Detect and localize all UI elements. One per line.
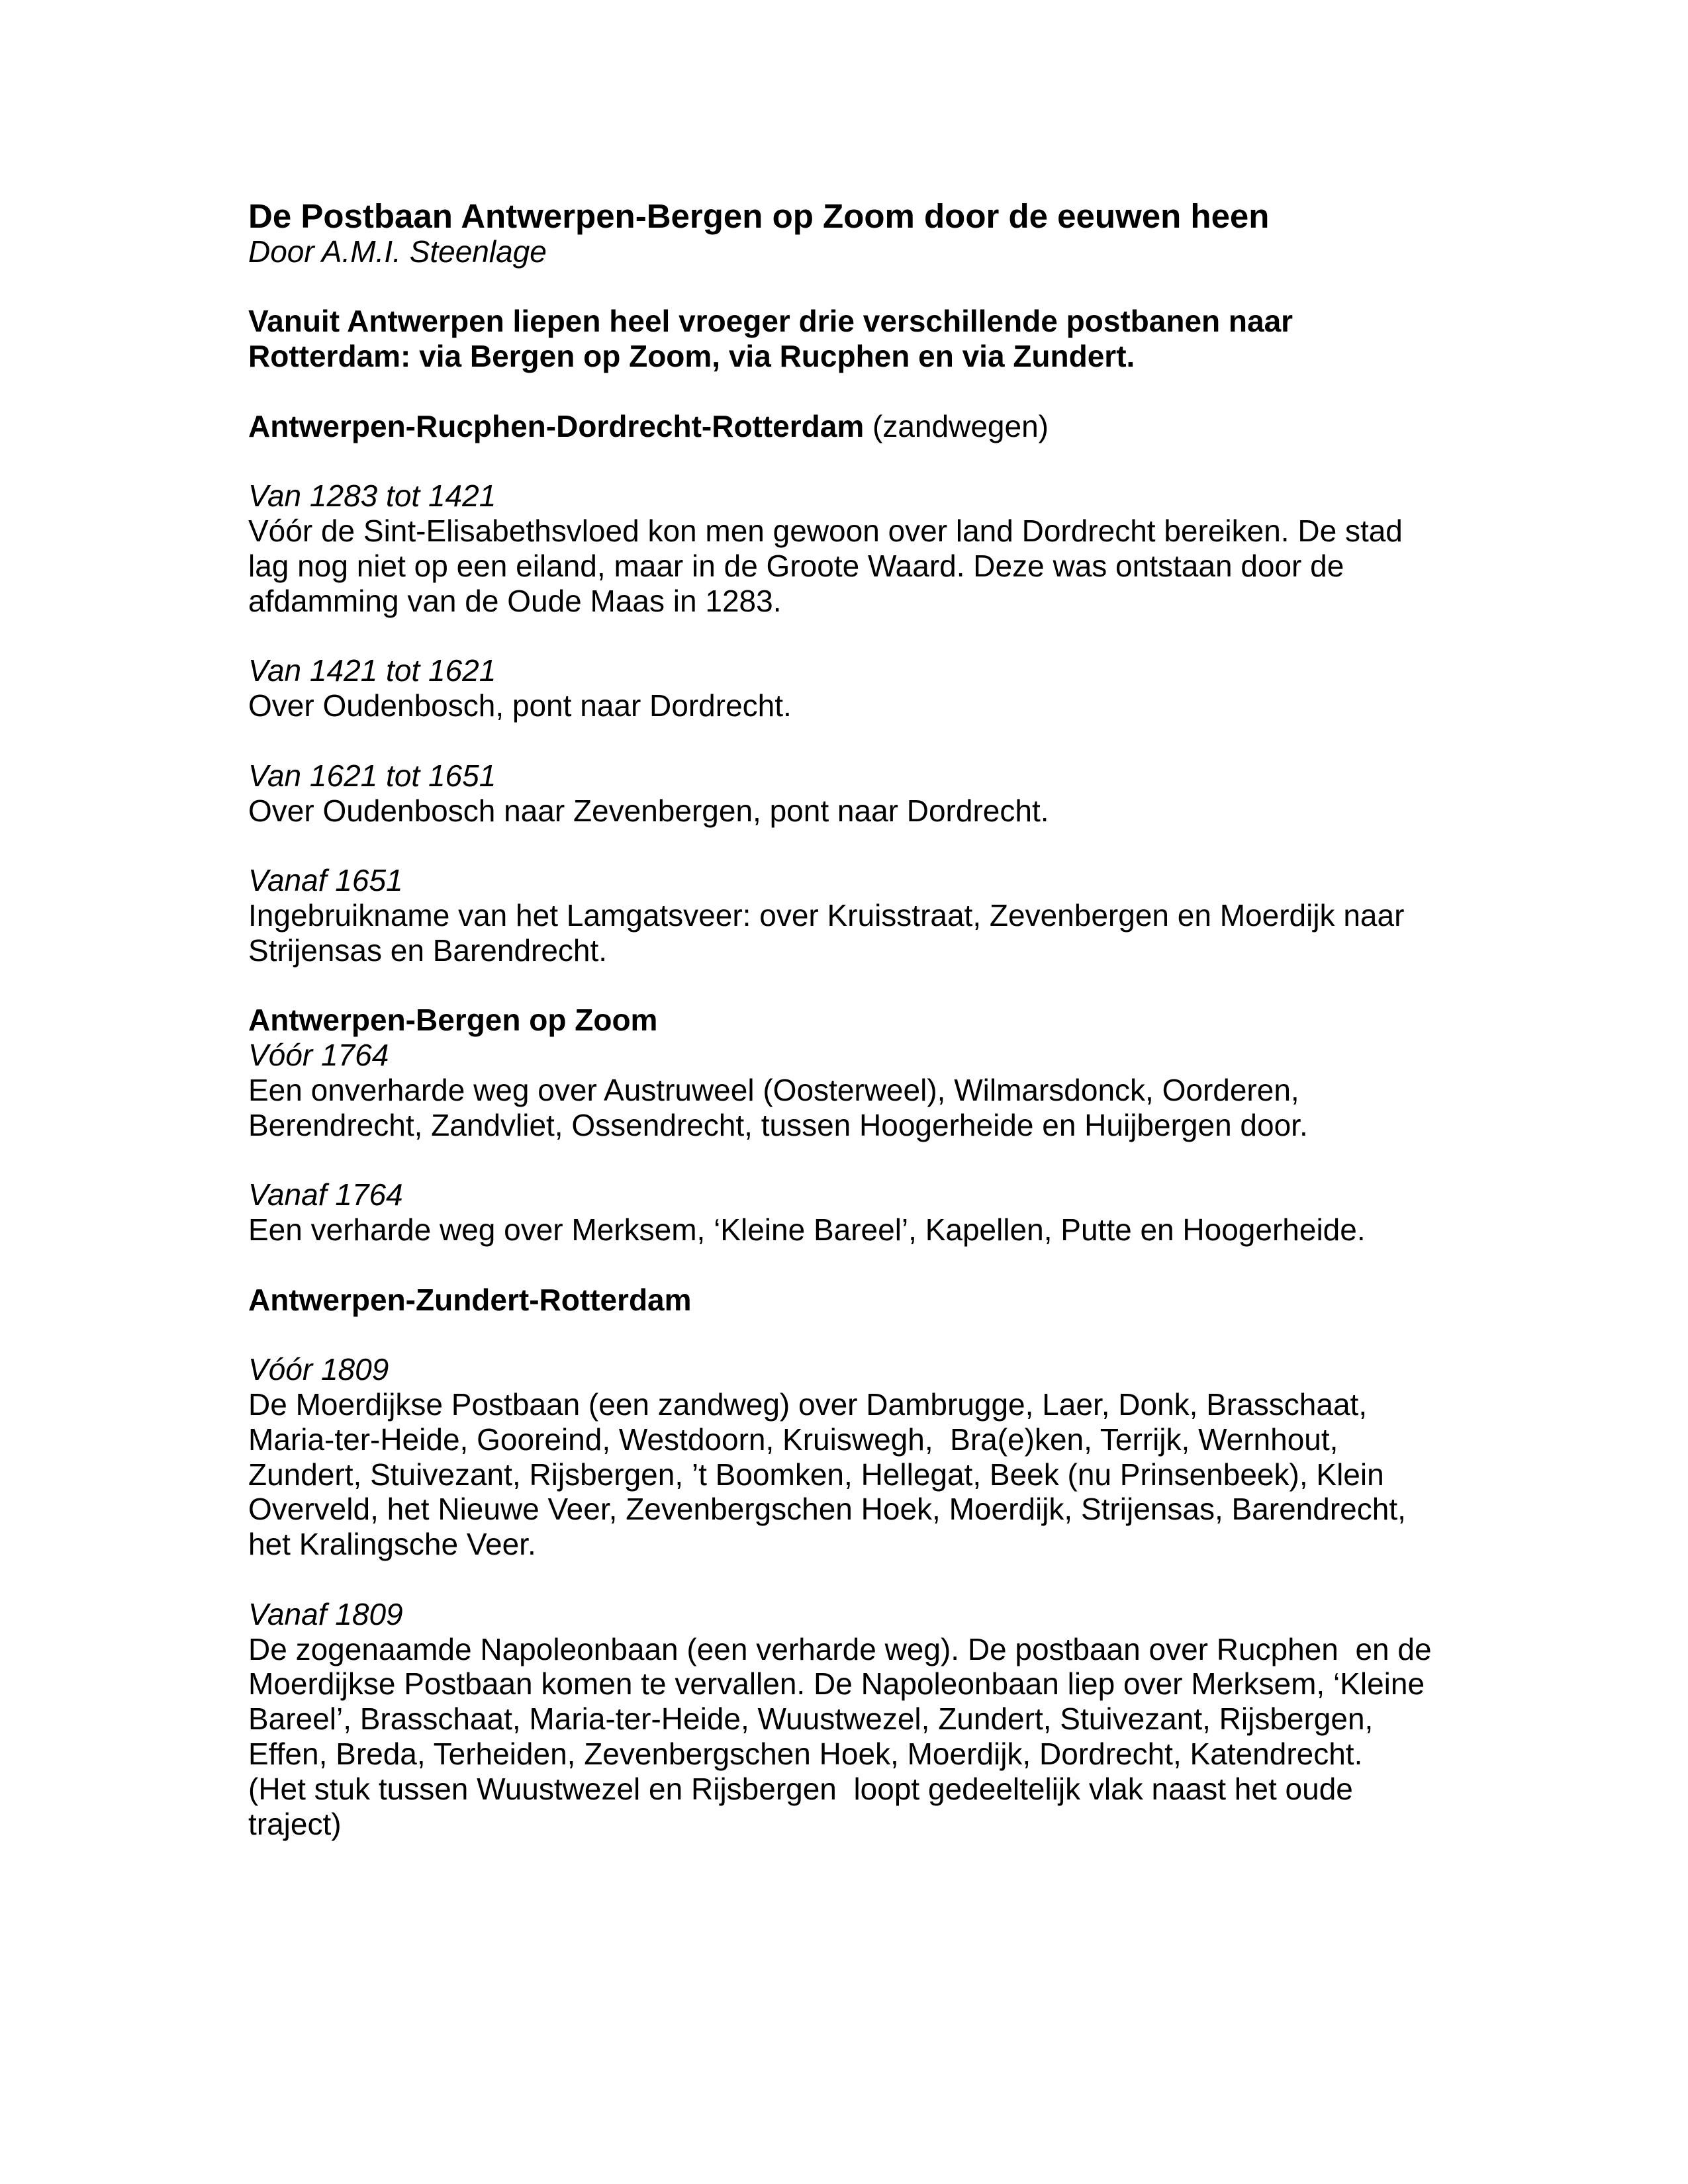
blank-line xyxy=(248,1318,1440,1353)
body-line: Een onverharde weg over Austruweel (Oosterweel), Wilmarsdonck, Oorderen, xyxy=(248,1072,1299,1107)
document-title: De Postbaan Antwerpen-Bergen op Zoom door de eeuwen heen xyxy=(248,197,1270,235)
body-line: traject) xyxy=(248,1806,342,1841)
body-line: Effen, Breda, Terheiden, Zevenbergschen Hoek, Moerdijk, Dordrecht, Katendrecht. xyxy=(248,1737,1363,1772)
document-author: Door A.M.I. Steenlage xyxy=(248,234,547,269)
period-label: Vóór 1809 xyxy=(248,1352,389,1387)
body-line: De Moerdijkse Postbaan (een zandweg) over Dambrugge, Laer, Donk, Brasschaat, xyxy=(248,1387,1368,1422)
blank-line xyxy=(248,1562,1440,1597)
blank-line xyxy=(248,723,1440,758)
blank-line xyxy=(248,1143,1440,1178)
period-label: Van 1421 tot 1621 xyxy=(248,653,496,688)
body-line: Strijensas en Barendrecht. xyxy=(248,933,608,968)
blank-line xyxy=(248,269,1440,304)
body-line: afdamming van de Oude Maas in 1283. xyxy=(248,583,782,618)
route1-heading xyxy=(248,409,1440,444)
period-label: Vanaf 1651 xyxy=(248,863,403,898)
body-line: lag nog niet op een eiland, maar in de Groote Waard. Deze was ontstaan door de xyxy=(248,548,1344,583)
blank-line xyxy=(248,828,1440,863)
body-line: Over Oudenbosch naar Zevenbergen, pont naar Dordrecht. xyxy=(248,793,1049,828)
period-label: Vanaf 1764 xyxy=(248,1177,403,1212)
blank-line xyxy=(248,619,1440,654)
body-line: Berendrecht, Zandvliet, Ossendrecht, tussen Hoogerheide en Huijbergen door. xyxy=(248,1107,1308,1142)
period-label: Van 1283 tot 1421 xyxy=(248,478,496,514)
body-line: Overveld, het Nieuwe Veer, Zevenbergschen Hoek, Moerdijk, Strijensas, Barendrecht, xyxy=(248,1492,1406,1527)
body-line: Bareel’, Brasschaat, Maria-ter-Heide, Wuustwezel, Zundert, Stuivezant, Rijsbergen, xyxy=(248,1702,1374,1737)
body-line: De zogenaamde Napoleonbaan (een verharde weg). De postbaan over Rucphen en de xyxy=(248,1631,1432,1666)
body-line: Ingebruikname van het Lamgatsveer: over Kruisstraat, Zevenbergen en Moerdijk naar xyxy=(248,897,1405,933)
period-label: Van 1621 tot 1651 xyxy=(248,758,496,793)
period-label: Vóór 1764 xyxy=(248,1038,389,1073)
blank-line xyxy=(248,374,1440,409)
blank-line xyxy=(248,968,1440,1003)
intro-line: Vanuit Antwerpen liepen heel vroeger drie verschillende postbanen naar xyxy=(248,304,1293,339)
route3-heading: Antwerpen-Zundert-Rotterdam xyxy=(248,1282,692,1317)
body-line: Maria-ter-Heide, Gooreind, Westdoorn, Kruiswegh, Bra(e)ken, Terrijk, Wernhout, xyxy=(248,1422,1338,1457)
blank-line xyxy=(248,444,1440,479)
intro-line: Rotterdam: via Bergen op Zoom, via Rucphen en via Zundert. xyxy=(248,339,1135,374)
route1-heading-name: Antwerpen-Rucphen-Dordrecht-Rotterdam xyxy=(248,408,865,443)
route2-heading: Antwerpen-Bergen op Zoom xyxy=(248,1003,658,1038)
body-line: Een verharde weg over Merksem, ‘Kleine Bareel’, Kapellen, Putte en Hoogerheide. xyxy=(248,1212,1366,1248)
body-line: Vóór de Sint-Elisabethsvloed kon men gewoon over land Dordrecht bereiken. De stad xyxy=(248,514,1403,549)
document-content xyxy=(248,199,1440,1841)
period-label: Vanaf 1809 xyxy=(248,1596,403,1631)
body-line: Zundert, Stuivezant, Rijsbergen, ’t Boomken, Hellegat, Beek (nu Prinsenbeek), Klein xyxy=(248,1457,1384,1492)
body-line: Moerdijkse Postbaan komen te vervallen. De Napoleonbaan liep over Merksem, ‘Kleine xyxy=(248,1666,1425,1702)
body-line: het Kralingsche Veer. xyxy=(248,1527,536,1562)
route1-heading-suffix: (zandwegen) xyxy=(864,408,1049,443)
body-line: Over Oudenbosch, pont naar Dordrecht. xyxy=(248,688,792,723)
blank-line xyxy=(248,1248,1440,1283)
body-line: (Het stuk tussen Wuustwezel en Rijsbergen loopt gedeeltelijk vlak naast het oude xyxy=(248,1771,1353,1806)
